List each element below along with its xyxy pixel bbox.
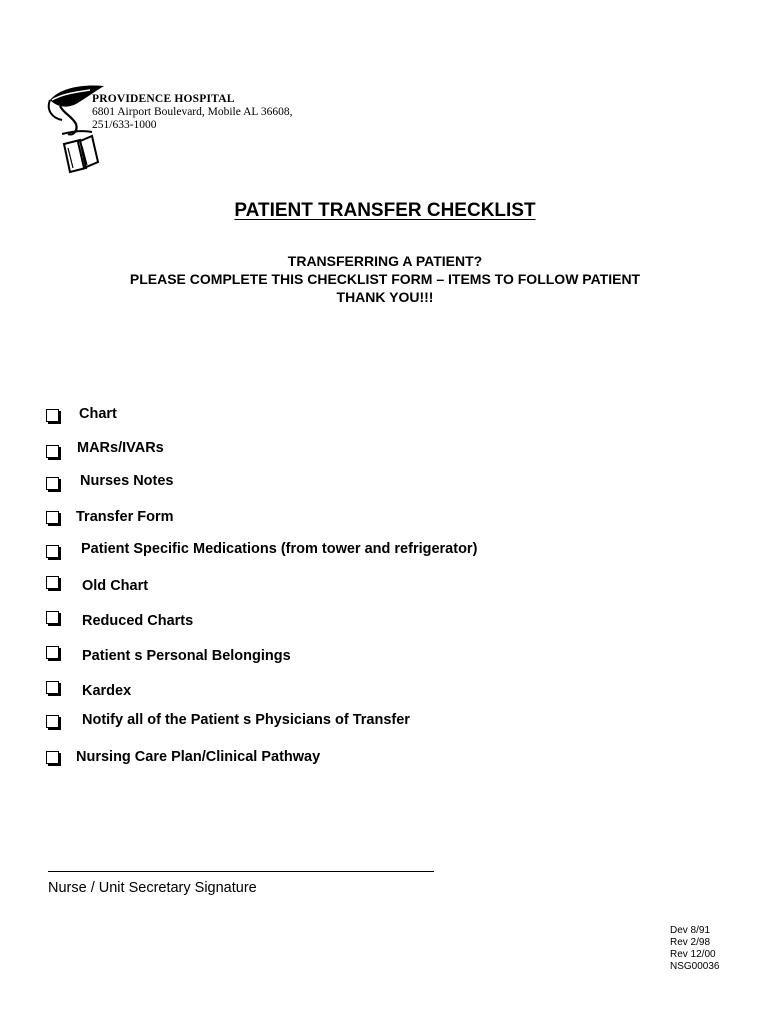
checklist-item-label: Nurses Notes: [80, 473, 174, 489]
hospital-name: PROVIDENCE HOSPITAL: [92, 93, 235, 105]
checkbox[interactable]: [46, 751, 59, 764]
page-title: [0, 200, 770, 222]
checkbox[interactable]: [46, 611, 59, 624]
checkbox[interactable]: [46, 409, 59, 422]
checklist-item-label: Patient s Personal Belongings: [82, 648, 291, 664]
checklist-item-label: Transfer Form: [76, 509, 174, 525]
checkbox[interactable]: [46, 445, 59, 458]
checkbox[interactable]: [46, 477, 59, 490]
checkbox[interactable]: [46, 646, 59, 659]
checklist-item-label: MARs/IVARs: [77, 440, 164, 456]
checkbox[interactable]: [46, 545, 59, 558]
revision-rev-2: Rev 12/00: [670, 949, 716, 960]
checklist-item-label: Old Chart: [82, 578, 149, 594]
checklist-item-label: Reduced Charts: [82, 613, 194, 629]
instructions-line-3: THANK YOU!!!: [336, 289, 434, 305]
checklist-item-label: Kardex: [82, 683, 132, 699]
form-number: NSG00036: [670, 961, 720, 972]
checklist-item-label: Nursing Care Plan/Clinical Pathway: [76, 749, 321, 765]
signature-line[interactable]: [48, 871, 434, 872]
hospital-header: [92, 93, 293, 132]
checkbox[interactable]: [46, 715, 59, 728]
signature-label: Nurse / Unit Secretary Signature: [48, 880, 257, 896]
hospital-phone: 251/633-1000: [92, 119, 157, 131]
checklist-item-label: Notify all of the Patient s Physicians of Transfer: [82, 712, 410, 728]
instructions-line-2: PLEASE COMPLETE THIS CHECKLIST FORM – ITEMS TO FOLLOW PATIENT: [129, 271, 641, 287]
revision-dev: Dev 8/91: [670, 925, 711, 936]
instructions-line-1: TRANSFERRING A PATIENT?: [287, 253, 483, 269]
revision-block: [670, 925, 719, 973]
page-title-text: PATIENT TRANSFER CHECKLIST: [234, 200, 536, 221]
hospital-address: 6801 Airport Boulevard, Mobile AL 36608,: [92, 106, 293, 118]
checkbox[interactable]: [46, 576, 59, 589]
instructions: [0, 252, 770, 306]
revision-rev-1: Rev 2/98: [670, 937, 711, 948]
checkbox[interactable]: [46, 681, 59, 694]
checklist-item-label: Patient Specific Medications (from tower and refrigerator): [81, 541, 478, 557]
checkbox[interactable]: [46, 511, 59, 524]
checklist-item-label: Chart: [79, 406, 117, 422]
